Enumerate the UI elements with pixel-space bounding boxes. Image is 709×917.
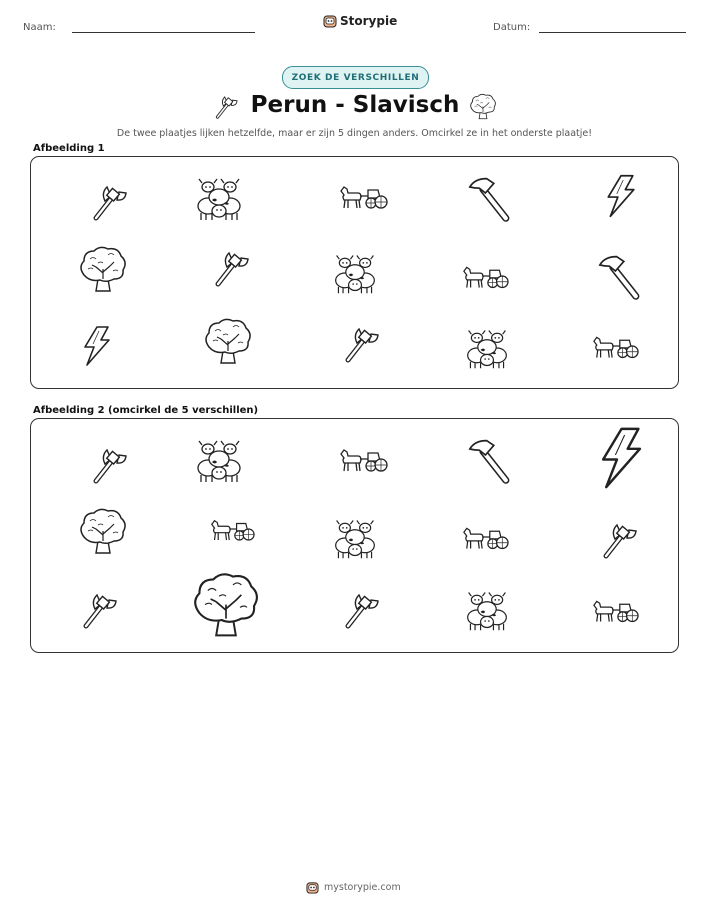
lightning-icon — [81, 323, 111, 369]
oak-tree-icon — [78, 245, 128, 295]
horse-carriage-icon[interactable] — [338, 444, 388, 474]
oak-tree-icon[interactable] — [78, 507, 128, 557]
cattle-herd-icon[interactable] — [461, 587, 513, 633]
horse-carriage-icon — [591, 331, 639, 361]
axe-icon[interactable] — [79, 589, 119, 629]
axe-icon[interactable] — [599, 519, 639, 559]
cattle-herd-icon[interactable] — [191, 435, 247, 485]
hammer-icon[interactable] — [465, 437, 513, 485]
footer-url[interactable]: mystorypie.com — [324, 882, 401, 893]
date-label: Datum: — [493, 22, 531, 33]
horse-carriage-icon[interactable] — [461, 522, 509, 552]
page-title: Perun - Slavisch — [250, 92, 460, 118]
horse-carriage-icon — [461, 261, 509, 291]
storypie-logo — [323, 14, 397, 28]
picture2-panel[interactable] — [30, 418, 679, 653]
horse-carriage-icon[interactable] — [209, 515, 255, 543]
oak-tree-icon — [203, 317, 253, 367]
lightning-icon[interactable] — [597, 425, 643, 491]
axe-icon[interactable] — [89, 444, 129, 484]
name-line[interactable] — [72, 32, 255, 33]
storypie-mascot-icon — [323, 14, 337, 28]
horse-carriage-icon[interactable] — [591, 595, 639, 625]
hammer-icon — [595, 253, 643, 301]
storypie-mascot-icon — [306, 881, 319, 894]
picture1-panel — [30, 156, 679, 389]
brand-name: Storypie — [340, 14, 398, 28]
name-label: Naam: — [23, 22, 56, 33]
oak-tree-icon[interactable] — [191, 571, 261, 641]
lightning-icon — [604, 173, 636, 219]
picture2-label: Afbeelding 2 (omcirkel de 5 verschillen) — [33, 405, 259, 416]
cattle-herd-icon[interactable] — [329, 515, 381, 561]
cattle-herd-icon — [329, 250, 381, 296]
cattle-herd-icon — [461, 325, 513, 371]
horse-carriage-icon — [338, 181, 388, 211]
axe-icon — [341, 323, 381, 363]
footer — [306, 881, 401, 894]
axe-icon — [211, 247, 251, 287]
picture1-label: Afbeelding 1 — [33, 143, 105, 154]
cattle-herd-icon — [191, 173, 247, 223]
oak-tree-icon — [469, 93, 497, 121]
instructions: De twee plaatjes lijken hetzelfde, maar er zijn 5 dingen anders. Omcirkel ze in het onderste plaatje! — [116, 128, 593, 139]
date-line[interactable] — [539, 32, 686, 33]
axe-icon — [89, 181, 129, 221]
worksheet-type-badge: ZOEK DE VERSCHILLEN — [282, 66, 429, 89]
hammer-icon — [465, 175, 513, 223]
axe-icon[interactable] — [341, 589, 381, 629]
